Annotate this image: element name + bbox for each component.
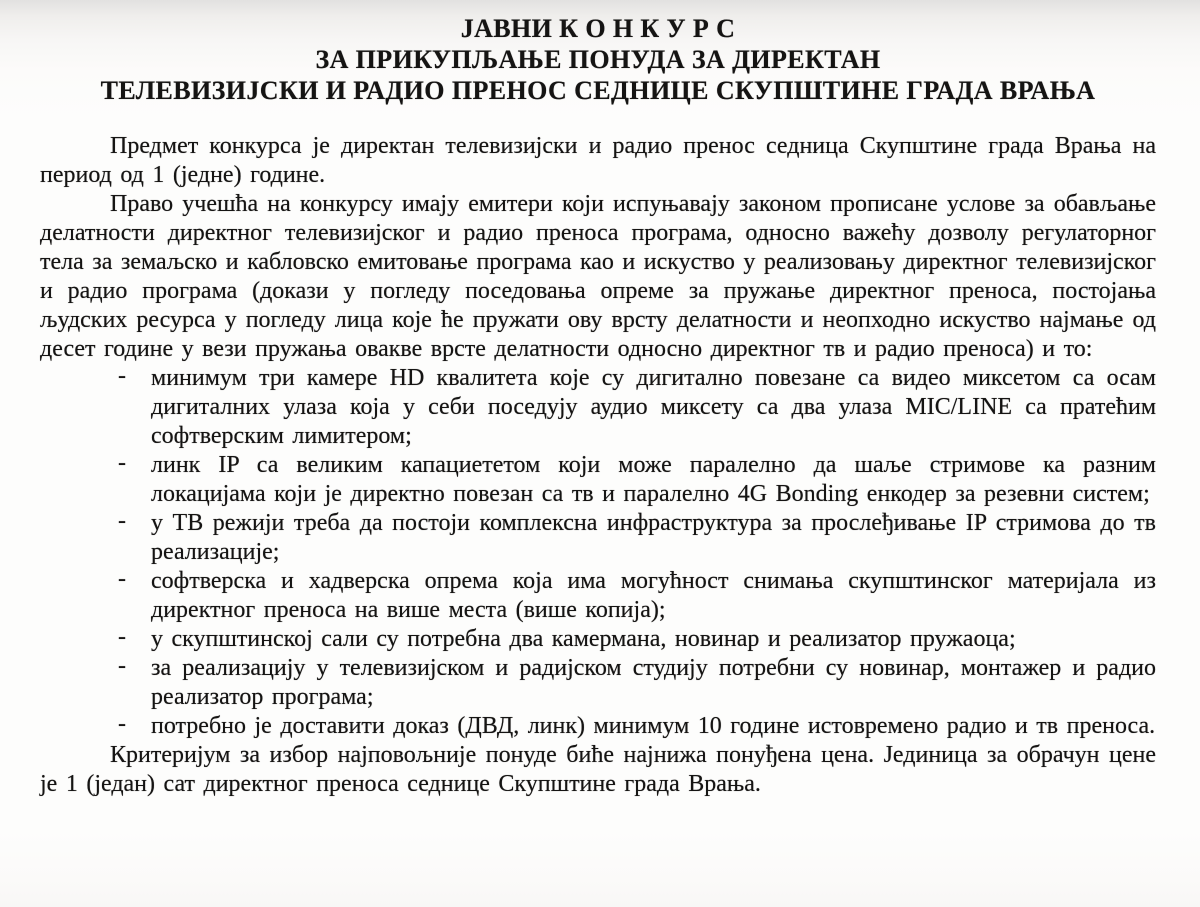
paragraph-eligibility: Право учешћа на конкурсу имају емитери који испуњавају законом прописане услове за обављање делатности директног телевизијског и радио преноса програма, односно важећу дозволу регулаторног тела за земаљско и кабловско емитовање програма као и искуство у реализовању директног телевизијског и радио програма (докази у погледу поседовања опреме за пружање директног преноса, постојања људских ресурса у погледу лица које ће пружати ову врсту делатности и неопходно искуство најмање од десет године у вези пружања овакве врсте делатности односно директног тв и радио преноса) и то: [40, 191, 1156, 362]
list-item-proof-dvd-link [118, 712, 1156, 741]
list-item-assembly-hall-staff [118, 625, 1156, 654]
paragraph-criterion: Критеријум за избор најповољније понуде биће најнижа понуђена цена. Јединица за обрачун цене је 1 (један) сат директног преноса седнице Скупштине града Врања. [40, 742, 1156, 797]
requirements-list [40, 364, 1156, 741]
bullet-dash: - [118, 363, 126, 389]
list-item-text: за реализацију у телевизијском и радијском студију потребни су новинар, монтажер и радио реализатор програма; [151, 655, 1156, 710]
document-title [40, 13, 1156, 106]
bullet-dash: - [118, 624, 126, 650]
list-item-text: линк IP са великим капациететом који може паралелно да шаље стримове ка разним локацијама који је директно повезан са тв и паралелно 4G Bonding енкодер за резевни систем; [151, 452, 1156, 507]
list-item-cameras [118, 364, 1156, 451]
bullet-dash: - [118, 566, 126, 592]
list-item-tv-control-room [118, 509, 1156, 567]
list-item-text: минимум три камере HD квалитета које су дигитално повезане са видео миксетом са осам дигиталних улаза која у себи поседују аудио миксету са два улаза MIC/LINE са пратећим софтверским лимитером; [151, 365, 1156, 449]
title-line-1: ЈАВНИ К О Н К У Р С [460, 14, 736, 43]
list-item-recording-equipment [118, 567, 1156, 625]
list-item-studio-staff [118, 654, 1156, 712]
bullet-dash: - [118, 508, 126, 534]
document-body [40, 132, 1156, 799]
bullet-dash: - [118, 450, 126, 476]
list-item-ip-link [118, 451, 1156, 509]
list-item-text: потребно је доставити доказ (ДВД, линк) минимум 10 године истовремено радио и тв преноса. [151, 713, 1156, 739]
title-line-2: ЗА ПРИКУПЉАЊЕ ПОНУДА ЗА ДИРЕКТАН [315, 45, 881, 74]
title-line-3: ТЕЛЕВИЗИЈСКИ И РАДИО ПРЕНОС СЕДНИЦЕ СКУПШТИНЕ ГРАДА ВРАЊА [100, 76, 1096, 105]
paragraph-subject: Предмет конкурса је директан телевизијски и радио пренос седница Скупштине града Врања на период од 1 (једне) године. [40, 133, 1156, 188]
bullet-dash: - [118, 653, 126, 679]
list-item-text: у скупштинској сали су потребна два камермана, новинар и реализатор пружаоца; [151, 626, 1016, 652]
list-item-text: софтверска и хадверска опрема која има могућност снимања скупштинског материјала из директног преноса на више места (више копија); [151, 568, 1156, 623]
bullet-dash: - [118, 711, 126, 737]
list-item-text: у ТВ режији треба да постоји комплексна инфраструктура за прослеђивање IP стримова до тв реализације; [151, 510, 1156, 565]
